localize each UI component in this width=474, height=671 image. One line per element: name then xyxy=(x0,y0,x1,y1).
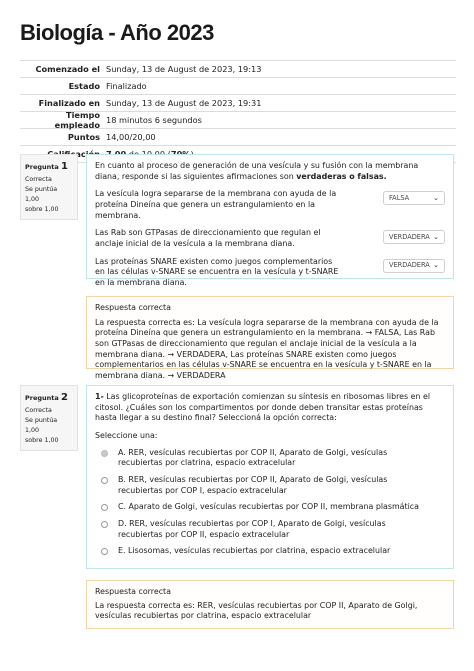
option-label: B. RER, vesículas recubiertas por COP II, Aparato de Golgi, vesículas recubiertas por COP I, espacio extracelular xyxy=(118,475,388,495)
summary-value: Sunday, 13 de August de 2023, 19:31 xyxy=(106,98,262,108)
summary-label: Estado xyxy=(68,81,100,91)
summary-value: Finalizado xyxy=(106,81,147,91)
question-text xyxy=(95,392,445,424)
select-value: VERDADERA xyxy=(389,261,430,270)
summary-row-started xyxy=(20,61,456,78)
question-status: Correcta xyxy=(25,407,52,414)
feedback-text: La respuesta correcta es: RER, vesículas recubiertas por COP II, Aparato de Golgi, vesículas recubiertas por clatrina, espacio extracelular xyxy=(95,600,418,621)
summary-row-points xyxy=(20,129,456,146)
summary-label: Puntos xyxy=(67,132,100,142)
answer-option[interactable] xyxy=(95,502,445,513)
summary-row-time xyxy=(20,112,456,129)
select-value: VERDADERA xyxy=(389,232,430,241)
option-label: A. RER, vesículas recubiertas por COP II, Aparato de Golgi, vesículas recubiertas por clatrina, espacio extracelular xyxy=(118,447,388,468)
chevron-down-icon: ⌄ xyxy=(433,260,439,269)
feedback-title: Respuesta correcta xyxy=(95,587,171,596)
question-intro-bold: verdaderas o falsas. xyxy=(296,171,387,181)
answer-option[interactable] xyxy=(95,546,445,557)
attempt-summary-table xyxy=(20,60,456,163)
feedback-title: Respuesta correcta xyxy=(95,303,171,312)
question-status: Correcta xyxy=(25,176,52,183)
question-info-2 xyxy=(20,385,78,451)
question-num: 1 xyxy=(61,161,69,172)
question-info-1 xyxy=(20,154,78,220)
question-points: Se puntúa 1,00 xyxy=(25,417,58,435)
question-content-1 xyxy=(86,154,454,288)
radio-button[interactable] xyxy=(101,521,108,528)
question-text xyxy=(95,161,445,182)
select-one-label: Seleccione una: xyxy=(95,431,158,441)
answer-option[interactable] xyxy=(95,519,445,540)
feedback-box-2 xyxy=(86,580,454,629)
page-title: Biología - Año 2023 xyxy=(20,20,214,45)
summary-label: Finalizado en xyxy=(38,98,100,108)
match-stem: La vesícula logra separarse de la membrana con ayuda de la proteína Dineína que genera un estrangulamiento en la membrana. xyxy=(95,189,337,220)
question-points: Se puntúa 1,00 xyxy=(25,186,58,204)
summary-label: Tiempo empleado xyxy=(54,110,100,130)
radio-button-selected[interactable] xyxy=(101,450,108,457)
question-points-max: sobre 1,00 xyxy=(25,206,59,214)
question-content-2 xyxy=(86,385,454,569)
answer-option[interactable] xyxy=(95,475,445,496)
radio-button[interactable] xyxy=(101,477,108,484)
question-prefix: 1- xyxy=(95,392,104,401)
option-label: C. Aparato de Golgi, vesículas recubiertas por COP II, membrana plasmática xyxy=(118,502,419,512)
question-number xyxy=(25,159,73,175)
option-label: D. RER, vesículas recubiertas por COP I, Aparato de Golgi, vesículas recubiertas por COP II, espacio extracelular xyxy=(118,519,386,539)
summary-row-state xyxy=(20,78,456,95)
summary-value: 14,00/20,00 xyxy=(106,132,156,142)
question-number xyxy=(25,390,73,406)
answer-select[interactable] xyxy=(383,230,445,244)
question-intro: En cuanto al proceso de generación de una vesícula y su fusión con la membrana diana, responde si las siguientes afirmaciones son xyxy=(95,161,419,181)
question-points-max: sobre 1,00 xyxy=(25,437,59,445)
feedback-box-1 xyxy=(86,296,454,381)
match-stem: Las proteínas SNARE existen como juegos complementarios en las células v-SNARE se encuentra en la vesícula y t-SNARE en la membrana diana. xyxy=(95,256,339,288)
select-value: FALSA xyxy=(389,193,410,202)
match-stem: Las Rab son GTPasas de direccionamiento que regulan el anclaje inicial de la vesícula a la membrana diana. xyxy=(95,228,321,249)
question-num: 2 xyxy=(61,392,69,403)
question-body: Las glicoproteínas de exportación comienzan su síntesis en ribosomas libres en el citosol. ¿Cuáles son los compartimentos por donde deben transitar estas proteínas hasta llegar a su destino final? Seleccioná la opción correcta: xyxy=(95,392,431,423)
question-word: Pregunta xyxy=(25,163,59,171)
match-row xyxy=(95,189,445,221)
answer-select[interactable] xyxy=(383,259,445,273)
summary-value: 18 minutos 6 segundos xyxy=(106,115,202,125)
radio-button[interactable] xyxy=(101,548,108,555)
radio-button[interactable] xyxy=(101,504,108,511)
feedback-text: La respuesta correcta es: La vesícula logra separarse de la membrana con ayuda de la proteína Dineína que genera un estrangulamiento en la membrana. → FALSA, Las Rab son GTPasas de direccionamiento que regulan el anclaje inicial de la vesícula a la membrana diana. → VERDADERA, Las proteínas SNARE existen como juegos complementarios en las células v-SNARE se encuentra en la vesícula y t-SNARE en la membrana diana. → VERDADERA xyxy=(95,317,439,381)
answer-option[interactable] xyxy=(95,448,445,469)
chevron-down-icon: ⌄ xyxy=(433,232,439,241)
match-row xyxy=(95,228,445,249)
summary-value: Sunday, 13 de August de 2023, 19:13 xyxy=(106,64,262,74)
answer-select[interactable] xyxy=(383,191,445,205)
question-word: Pregunta xyxy=(25,394,59,402)
summary-label: Comenzado el xyxy=(35,64,100,74)
chevron-down-icon: ⌄ xyxy=(433,193,439,202)
option-label: E. Lisosomas, vesículas recubiertas por clatrina, espacio extracelular xyxy=(118,546,391,556)
match-row xyxy=(95,257,445,289)
